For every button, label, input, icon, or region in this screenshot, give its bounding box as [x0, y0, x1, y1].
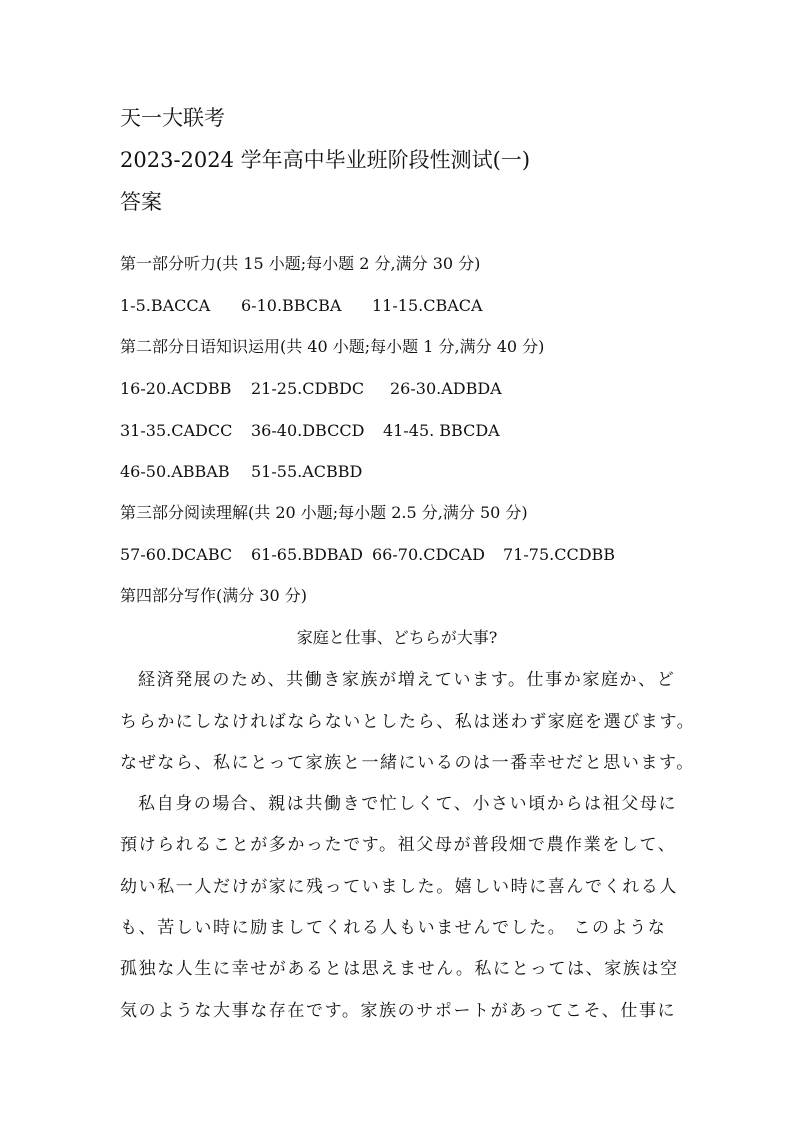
part1-answer-3: 11-15.CBACA	[372, 296, 483, 315]
part3-answer-3: 66-70.CDCAD	[372, 545, 485, 564]
part2-answer-3: 26-30.ADBDA	[390, 379, 502, 398]
essay-line: 預けられることが多かったです。祖父母が普段畑で農作業をして、	[120, 835, 677, 855]
essay-line: 私自身の場合、親は共働きで忙しくて、小さい頃からは祖父母に	[138, 794, 678, 814]
part2-answer-8: 51-55.ACBBD	[251, 462, 363, 481]
part3-answer-4: 71-75.CCDBB	[503, 545, 616, 564]
part1-answer-2: 6-10.BBCBA	[241, 296, 342, 315]
answer-heading: 答案	[120, 190, 162, 214]
part2-answer-2: 21-25.CDBDC	[251, 379, 365, 398]
essay-line: 幼い私一人だけが家に残っていました。嬉しい時に喜んでくれる人	[120, 877, 678, 897]
part2-title: 第二部分日语知识运用(共 40 小题;每小题 1 分,满分 40 分)	[120, 337, 545, 356]
part2-answer-4: 31-35.CADCC	[120, 421, 233, 440]
essay-line: 孤独な人生に幸せがあるとは思えません。私にとっては、家族は空	[120, 959, 679, 979]
essay-line: なぜなら、私にとって家族と一緒にいるのは一番幸せだと思います。	[120, 753, 695, 773]
essay-line: 経済発展のため、共働き家族が増えています。仕事か家庭か、ど	[138, 670, 676, 690]
part2-answer-1: 16-20.ACDBB	[120, 379, 232, 398]
part3-answer-2: 61-65.BDBAD	[251, 545, 363, 564]
part3-answer-1: 57-60.DCABC	[120, 545, 233, 564]
part3-title: 第三部分阅读理解(共 20 小题;每小题 2.5 分,满分 50 分)	[120, 503, 528, 522]
essay-line: も、苦しい時に励ましてくれる人もいませんでした。 このような	[120, 918, 667, 938]
exam-title: 2023-2024 学年高中毕业班阶段性测试(一)	[120, 148, 531, 172]
part2-answer-7: 46-50.ABBAB	[120, 462, 230, 481]
exam-org: 天一大联考	[120, 106, 225, 130]
part1-title: 第一部分听力(共 15 小题;每小题 2 分,满分 30 分)	[120, 254, 481, 273]
essay-title: 家庭と仕事、どちらが大事?	[296, 628, 498, 647]
part2-answer-5: 36-40.DBCCD	[251, 421, 365, 440]
part4-title: 第四部分写作(满分 30 分)	[120, 586, 308, 605]
essay-line: ちらかにしなければならないとしたら、私は迷わず家庭を選びます。	[120, 712, 696, 732]
part2-answer-6: 41-45. BBCDA	[383, 421, 500, 440]
essay-line: 気のような大事な存在です。家族のサポートがあってこそ、仕事に	[120, 1001, 677, 1021]
part1-answer-1: 1-5.BACCA	[120, 296, 211, 315]
